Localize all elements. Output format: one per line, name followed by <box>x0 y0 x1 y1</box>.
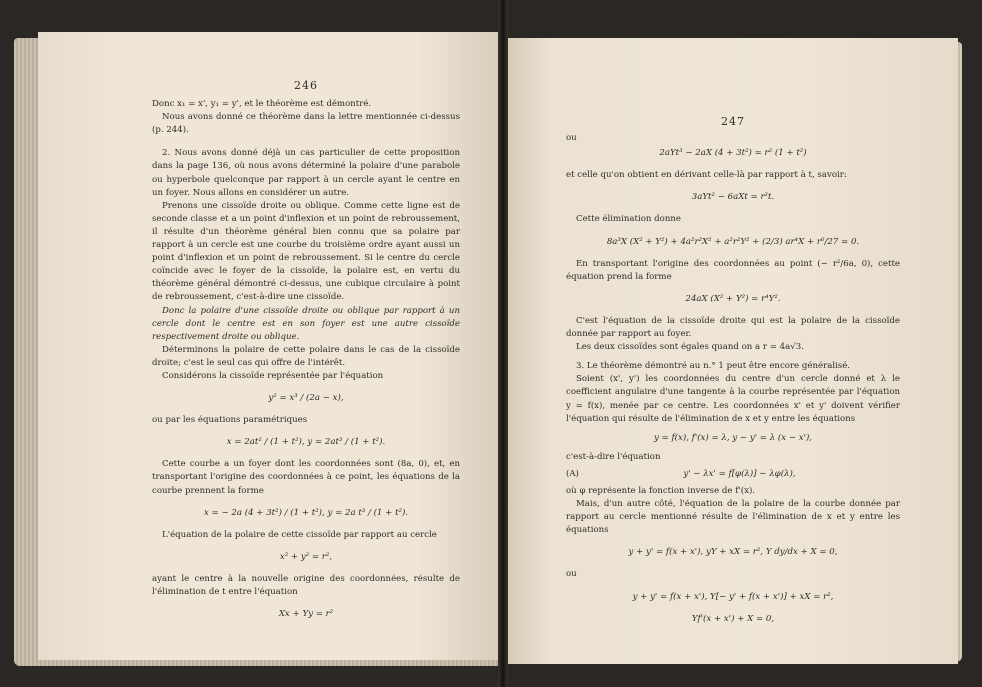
equation: y² = x³ / (2a − x), <box>268 393 344 404</box>
left-page <box>38 32 500 660</box>
text-line: ou <box>566 569 577 580</box>
equation: x = 2at² / (1 + t²), y = 2at³ / (1 + t²). <box>226 437 386 448</box>
paragraph: et celle qu'on obtient en dérivant celle-là par rapport à t, savoir: <box>566 170 847 181</box>
paragraph: En transportant l'origine des coordonnées au point (− r²/6a, 0), cette équation prend la forme <box>566 258 900 282</box>
paragraph: Soient (x', y') les coordonnées du centre d'un cercle donné et λ le coefficient angulaire d'une tangente à la courbe représentée par l'équation y = f(x), menée par ce centre. Les coordonnées x' et y' doivent vérifier l'équation qui résulte de l'élimination de x et y entre les équations <box>566 374 900 424</box>
paragraph: ou par les équations paramétriques <box>152 415 308 426</box>
equation-label: (A) <box>566 468 579 479</box>
book-gutter <box>498 0 508 687</box>
equation: y' − λx' = f[φ(λ)] − λφ(λ), <box>683 468 796 479</box>
page-number-left: 246 <box>294 79 318 92</box>
text-line: Nous avons donné ce théorème dans la lettre mentionnée ci-dessus (p. 244). <box>152 112 460 136</box>
equation: y + y' = f(x + x'), yY + xX = r², Y dy/dx + X = 0, <box>628 547 838 558</box>
section-2-paragraph: 2. Nous avons donné déjà un cas particulier de cette proposition dans la page 136, où nous avons déterminé la polaire d'une parabole ou hyperbole quelconque par rapport à un cercle ayant le centre en un foyer. Nous allons en considérer un autre. <box>152 148 460 198</box>
paragraph: Cette élimination donne <box>576 214 681 225</box>
labeled-equation <box>566 468 900 481</box>
paragraph: C'est l'équation de la cissoïde droite qui est la polaire de la cissoïde donnée par rapport au foyer. <box>566 315 900 340</box>
text-line: ou <box>566 133 577 144</box>
equation: Yf'(x + x') + X = 0, <box>691 613 775 624</box>
paragraph: L'équation de la polaire de cette cissoïde par rapport au cercle <box>162 529 437 540</box>
text-line: Donc x₁ = x', y₁ = y', et le théorème est démontré. <box>152 99 372 110</box>
text-line: c'est-à-dire l'équation <box>566 451 661 462</box>
paragraph: Cette courbe a un foyer dont les coordonnées sont (8a, 0), et, en transportant l'origine des coordonnées à ce point, les équations de la courbe prennent la forme <box>152 459 460 496</box>
equation: 3aYt² − 6aXt = r²t. <box>691 192 775 203</box>
paragraph: Déterminons la polaire de cette polaire dans le cas de la cissoïde droite; c'est le seul cas qui offre de l'intérêt. <box>152 344 460 368</box>
paragraph: Les deux cissoïdes sont égales quand on a r = 4a√3. <box>576 342 804 353</box>
paragraph: Mais, d'un autre côté, l'équation de la polaire de la courbe donnée par rapport au cercle mentionné résulte de l'élimination de x et y entre les équations <box>566 499 900 536</box>
equation: y = f(x), f'(x) = λ, y − y' = λ (x − x'), <box>653 432 813 443</box>
section-3-paragraph: 3. Le théorème démontré au n.° 1 peut être encore généralisé. <box>576 361 851 372</box>
equation: x² + y² = r², <box>279 551 333 562</box>
equation: y + y' = f(x + x'), Y[− y' + f(x + x')] + xX = r², <box>632 591 834 602</box>
paragraph: Considérons la cissoïde représentée par l'équation <box>162 370 384 381</box>
equation: x = − 2a (4 + 3t²) / (1 + t²), y = 2a t³ / (1 + t²). <box>203 507 409 518</box>
equation: Xx + Yy = r² <box>278 609 334 620</box>
paragraph: où φ représente la fonction inverse de f'(x). <box>566 485 756 496</box>
paragraph: ayant le centre à la nouvelle origine des coordonnées, résulte de l'élimination de t entre l'équation <box>152 573 460 597</box>
italic-theorem: Donc la polaire d'une cissoïde droite ou oblique par rapport à un cercle dont le centre est en son foyer est une autre cissoïde respectivement droite ou oblique. <box>152 305 460 342</box>
equation: 2aYt³ − 2aX (4 + 3t²) = r² (1 + t²) <box>659 148 807 159</box>
page-number-right: 247 <box>721 115 745 128</box>
right-page <box>506 38 958 664</box>
equation: 8a³X (X² + Y²) + 4a²r²X² + a²r²Y² + (2/3) ar⁴X + r⁶/27 = 0. <box>606 236 860 247</box>
equation: 24aX (X² + Y²) = r⁴Y². <box>685 293 781 304</box>
paragraph: Prenons une cissoïde droite ou oblique. Comme cette ligne est de seconde classe et a un point d'inflexion et un point de rebroussement, il résulte d'un théorème général bien connu que sa polaire par rapport à un cercle est une courbe du troisième ordre ayant aussi un point d'inflexion et un point de rebroussement. Si le centre du cercle coïncide avec le foyer de la cissoïde, la polaire est, en vertu du théorème général démontré ci-dessus, une cubique circulaire à point de rebroussement, c'est-à-dire une cissoïde. <box>152 200 460 303</box>
